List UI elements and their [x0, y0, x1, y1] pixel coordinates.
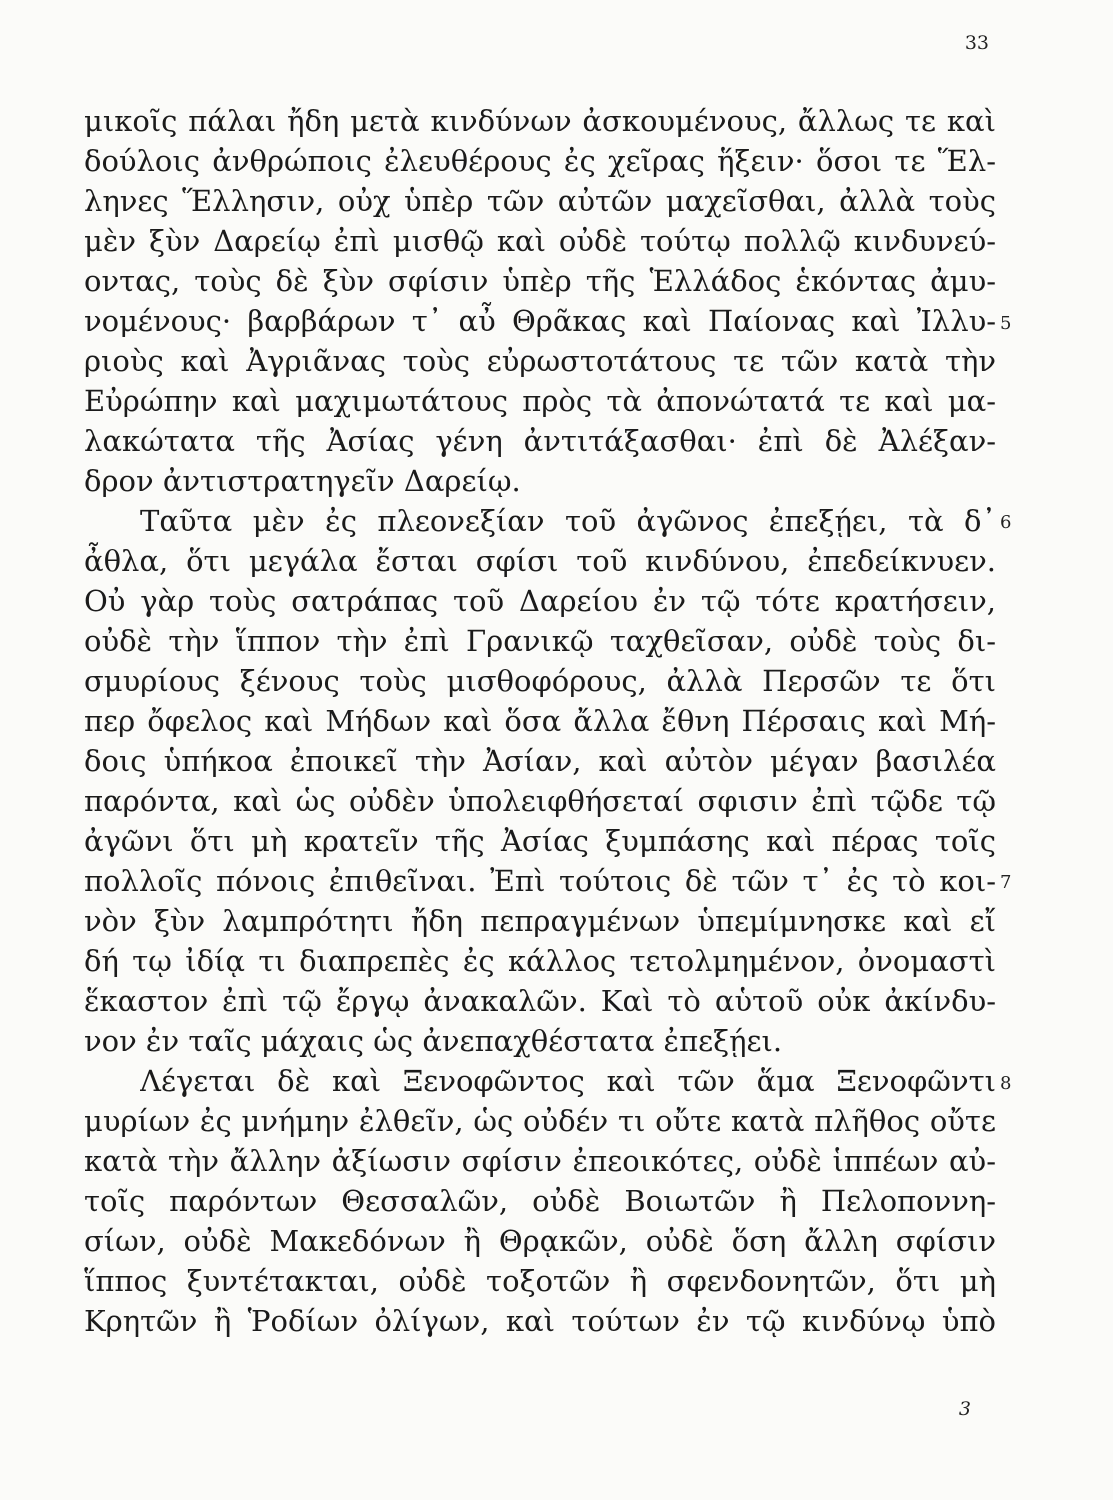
text-line: ληνες Ἕλλησιν, οὐχ ὑπὲρ τῶν αὐτῶν μαχεῖσθαι, ἀλλὰ τοὺς	[84, 184, 996, 218]
text-line: μυρίων ἐς μνήμην ἐλθεῖν, ὡς οὐδέν τι οὔτε κατὰ πλῆθος οὔτε	[84, 1104, 996, 1138]
section-number: 6	[1000, 512, 1012, 533]
text-line: τοῖς παρόντων Θεσσαλῶν, οὐδὲ Βοιωτῶν ἢ Πελοποννη-	[84, 1184, 996, 1218]
paragraph-first-line: Λέγεται δὲ καὶ Ξενοφῶντος καὶ τῶν ἅμα Ξενοφῶντι	[140, 1064, 996, 1098]
paragraph-first-line: Ταῦτα μὲν ἐς πλεονεξίαν τοῦ ἀγῶνος ἐπεξῄει, τὰ δ᾽	[140, 504, 996, 538]
text-line: δοις ὑπήκοα ἐποικεῖ τὴν Ἀσίαν, καὶ αὐτὸν μέγαν βασιλέα	[84, 744, 996, 778]
text-line: Οὐ γὰρ τοὺς σατράπας τοῦ Δαρείου ἐν τῷ τότε κρατήσειν,	[84, 584, 996, 618]
text-line: ἵππος ξυντέτακται, οὐδὲ τοξοτῶν ἢ σφενδονητῶν, ὅτι μὴ	[84, 1264, 996, 1298]
text-line: Κρητῶν ἢ Ῥοδίων ὀλίγων, καὶ τούτων ἐν τῷ κινδύνῳ ὑπὸ	[84, 1304, 996, 1338]
text-line: Εὐρώπην καὶ μαχιμωτάτους πρὸς τὰ ἀπονώτατά τε καὶ μα-	[84, 384, 996, 418]
text-line: μικοῖς πάλαι ἤδη μετὰ κινδύνων ἀσκουμένους, ἄλλως τε καὶ	[84, 104, 996, 138]
text-line: ἀγῶνι ὅτι μὴ κρατεῖν τῆς Ἀσίας ξυμπάσης καὶ πέρας τοῖς	[84, 824, 996, 858]
page-number: 33	[964, 32, 989, 54]
text-line: οὐδὲ τὴν ἵππον τὴν ἐπὶ Γρανικῷ ταχθεῖσαν, οὐδὲ τοὺς δι-	[84, 624, 996, 658]
text-line: δούλοις ἀνθρώποις ἐλευθέρους ἐς χεῖρας ἥξειν· ὅσοι τε Ἕλ-	[84, 144, 996, 178]
text-line: ἆθλα, ὅτι μεγάλα ἔσται σφίσι τοῦ κινδύνου, ἐπεδείκνυεν.	[84, 544, 996, 578]
text-line: σμυρίους ξένους τοὺς μισθοφόρους, ἀλλὰ Περσῶν τε ὅτι	[84, 664, 996, 698]
section-number: 8	[1000, 1073, 1012, 1094]
text-line: σίων, οὐδὲ Μακεδόνων ἢ Θρᾳκῶν, οὐδὲ ὅση ἄλλη σφίσιν	[84, 1224, 996, 1258]
text-line: δή τῳ ἰδίᾳ τι διαπρεπὲς ἐς κάλλος τετολμημένον, ὀνομαστὶ	[84, 944, 996, 978]
text-line: κατὰ τὴν ἄλλην ἀξίωσιν σφίσιν ἐπεοικότες, οὐδὲ ἱππέων αὐ-	[84, 1144, 996, 1178]
text-line: μὲν ξὺν Δαρείῳ ἐπὶ μισθῷ καὶ οὐδὲ τούτῳ πολλῷ κινδυνεύ-	[84, 224, 996, 258]
text-line: οντας, τοὺς δὲ ξὺν σφίσιν ὑπὲρ τῆς Ἑλλάδος ἑκόντας ἀμυ-	[84, 264, 996, 298]
signature-mark: 3	[958, 1398, 971, 1420]
text-line: πολλοῖς πόνοις ἐπιθεῖναι. Ἐπὶ τούτοις δὲ τῶν τ᾽ ἐς τὸ κοι-	[84, 864, 996, 898]
text-line: ἕκαστον ἐπὶ τῷ ἔργῳ ἀνακαλῶν. Καὶ τὸ αὑτοῦ οὐκ ἀκίνδυ-	[84, 984, 996, 1018]
text-line: παρόντα, καὶ ὡς οὐδὲν ὑπολειφθήσεταί σφισιν ἐπὶ τῷδε τῷ	[84, 784, 996, 818]
text-line: ριοὺς καὶ Ἀγριᾶνας τοὺς εὐρωστοτάτους τε τῶν κατὰ τὴν	[84, 344, 996, 378]
text-line: νον ἐν ταῖς μάχαις ὡς ἀνεπαχθέστατα ἐπεξῄει.	[84, 1024, 783, 1058]
section-number: 5	[1000, 313, 1012, 334]
text-line: δρον ἀντιστρατηγεῖν Δαρείῳ.	[84, 464, 521, 498]
text-line: περ ὄφελος καὶ Μήδων καὶ ὅσα ἄλλα ἔθνη Πέρσαις καὶ Μή-	[84, 704, 996, 738]
text-line: νὸν ξὺν λαμπρότητι ἤδη πεπραγμένων ὑπεμίμνησκε καὶ εἴ	[84, 904, 996, 938]
section-number: 7	[1000, 872, 1012, 893]
text-line: λακώτατα τῆς Ἀσίας γένη ἀντιτάξασθαι· ἐπὶ δὲ Ἀλέξαν-	[84, 424, 996, 458]
text-line: νομένους· βαρβάρων τ᾽ αὖ Θρᾶκας καὶ Παίονας καὶ Ἰλλυ-	[84, 304, 996, 338]
